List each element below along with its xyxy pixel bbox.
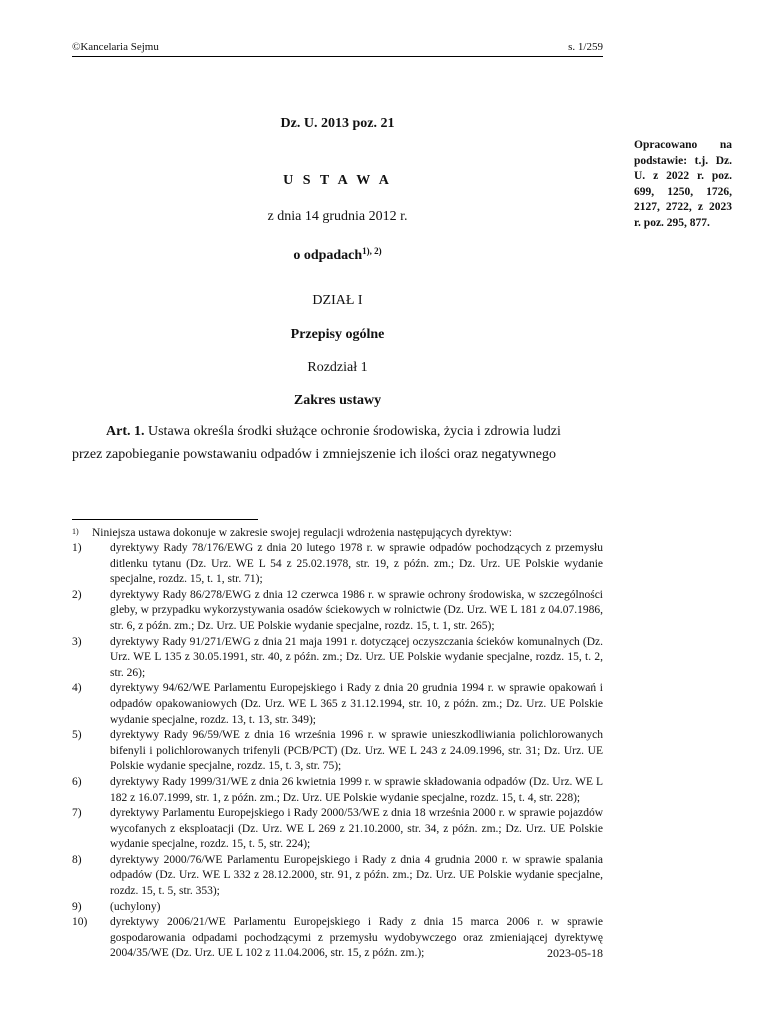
- footnote-mark: 1): [72, 527, 79, 536]
- article-1-line-2: przez zapobieganie powstawaniu odpadów i zmniejszenie ich ilości oraz negatywnego: [72, 447, 556, 462]
- list-item-text: dyrektywy Rady 91/271/EWG z dnia 21 maja 1991 r. dotyczącej oczyszczania ścieków komunalnych (Dz. Urz. WE L 135 z 30.05.1991, str. 40, z późn. zm.; Dz. Urz. UE Polskie wydanie specjalne, rozdz. 15, t. 2, str. 26);: [110, 635, 603, 679]
- act-date: z dnia 14 grudnia 2012 r.: [267, 209, 408, 224]
- list-item: [72, 775, 603, 806]
- journal-reference: Dz. U. 2013 poz. 21: [280, 116, 395, 131]
- list-item: [72, 915, 603, 962]
- division-title: Przepisy ogólne: [290, 327, 385, 342]
- list-item-number: 3): [72, 635, 82, 648]
- article-1-line-1: [72, 424, 603, 440]
- list-item-number: 4): [72, 682, 82, 695]
- list-item-number: 7): [72, 807, 82, 820]
- list-item-text: (uchylony): [110, 900, 161, 913]
- article-label: Art. 1.: [106, 424, 145, 439]
- list-item: [72, 681, 603, 728]
- list-item: [72, 541, 603, 588]
- list-item: [72, 728, 603, 775]
- act-type: U S T A W A: [283, 173, 392, 188]
- list-item: [72, 806, 603, 853]
- header-publisher: ©Kancelaria Sejmu: [72, 41, 159, 53]
- list-item-number: 8): [72, 853, 82, 866]
- header-divider: [72, 56, 603, 57]
- list-item-number: 5): [72, 729, 82, 742]
- list-item-number: 6): [72, 775, 82, 788]
- list-item-number: 2): [72, 588, 82, 601]
- list-item: [72, 853, 603, 900]
- side-note: Opracowano na podstawie: t.j. Dz. U. z 2022 r. poz. 699, 1250, 1726, 2127, 2722, z 2023 r. poz. 295, 877.: [634, 139, 732, 229]
- list-item: [72, 900, 603, 916]
- list-item-text: dyrektywy Rady 1999/31/WE z dnia 26 kwietnia 1999 r. w sprawie składowania odpadów (Dz. Urz. WE L 182 z 16.07.1999, str. 1, z późn. zm.; Dz. Urz. UE Polskie wydanie specjalne, rozdz. 15, t. 4, str. 228);: [110, 775, 603, 804]
- list-item-number: 10): [72, 916, 88, 929]
- footnote-directive-list: [72, 541, 603, 962]
- footer-date: 2023-05-18: [547, 946, 603, 960]
- list-item: [72, 635, 603, 682]
- chapter-heading: Rozdział 1: [307, 360, 368, 375]
- list-item-text: dyrektywy Rady 78/176/EWG z dnia 20 lutego 1978 r. w sprawie odpadów pochodzących z przemysłu ditlenku tytanu (Dz. Urz. WE L 54 z 25.02.1978, str. 19, z późn. zm.; Dz. Urz. UE Polskie wydanie specjalne, rozdz. 15, t. 1, str. 71);: [110, 542, 603, 586]
- act-subject: [72, 246, 603, 264]
- list-item-text: dyrektywy 94/62/WE Parlamentu Europejskiego i Rady z dnia 20 grudnia 1994 r. w sprawie opakowań i odpadów opakowaniowych (Dz. Urz. WE L 365 z 31.12.1994, str. 10, z późn. zm.; Dz. Urz. UE Polskie wydanie specjalne, rozdz. 13, t. 13, str. 349);: [110, 682, 603, 726]
- list-item-text: dyrektywy Parlamentu Europejskiego i Rady 2000/53/WE z dnia 18 września 2000 r. w sprawie pojazdów wycofanych z eksploatacji (Dz. Urz. WE L 269 z 21.10.2000, str. 34, z późn. zm.; Dz. Urz. UE Polskie wydanie specjalne, rozdz. 15, t. 5, str. 224);: [110, 807, 603, 851]
- footnote-reference[interactable]: 1), 2): [362, 246, 382, 256]
- chapter-title: Zakres ustawy: [293, 393, 382, 408]
- list-item-number: 1): [72, 542, 82, 554]
- list-item-text: dyrektywy Rady 96/59/WE z dnia 16 września 1996 r. w sprawie unieszkodliwiania polichlorowanych bifenyli i polichlorowanych trifenyli (PCB/PCT) (Dz. Urz. WE L 243 z 24.09.1996, str. 31; Dz. Urz. UE Polskie wydanie specjalne, rozdz. 15, t. 3, str. 75);: [110, 729, 603, 773]
- division-heading: DZIAŁ I: [312, 293, 363, 308]
- list-item-number: 9): [72, 900, 82, 913]
- list-item-text: dyrektywy 2006/21/WE Parlamentu Europejskiego i Rady z dnia 15 marca 2006 r. w sprawie gospodarowania odpadami pochodzącymi z przemysłu wydobywczego oraz zmieniającej dyrektywę 2004/35/WE (Dz. Urz. UE L 102 z 11.04.2006, str. 15, z późn. zm.);: [110, 916, 603, 960]
- act-subject-text: o odpadach: [293, 248, 363, 263]
- article-text-1: Ustawa określa środki służące ochronie środowiska, życia i zdrowia ludzi: [148, 424, 561, 439]
- list-item-text: dyrektywy Rady 86/278/EWG z dnia 12 czerwca 1986 r. w sprawie ochrony środowiska, w szczególności gleby, w przypadku wykorzystywania osadów ściekowych w rolnictwie (Dz. Urz. WE L 181 z 04.07.1986, str. 6, z późn. zm.; Dz. Urz. UE Polskie wydanie specjalne, rozdz. 15, t. 1, str. 265);: [110, 588, 603, 632]
- footnote-intro-text: Niniejsza ustawa dokonuje w zakresie swojej regulacji wdrożenia następujących dyrektyw:: [92, 527, 512, 539]
- footnote-separator: [72, 519, 258, 520]
- list-item-text: dyrektywy 2000/76/WE Parlamentu Europejskiego i Rady z dnia 4 grudnia 2000 r. w sprawie spalania odpadów (Dz. Urz. WE L 332 z 28.12.2000, str. 91, z późn. zm.; Dz. Urz. UE Polskie wydanie specjalne, rozdz. 15, t. 5, str. 353);: [110, 853, 603, 898]
- header-page-number: s. 1/259: [568, 41, 603, 53]
- list-item: [72, 588, 603, 635]
